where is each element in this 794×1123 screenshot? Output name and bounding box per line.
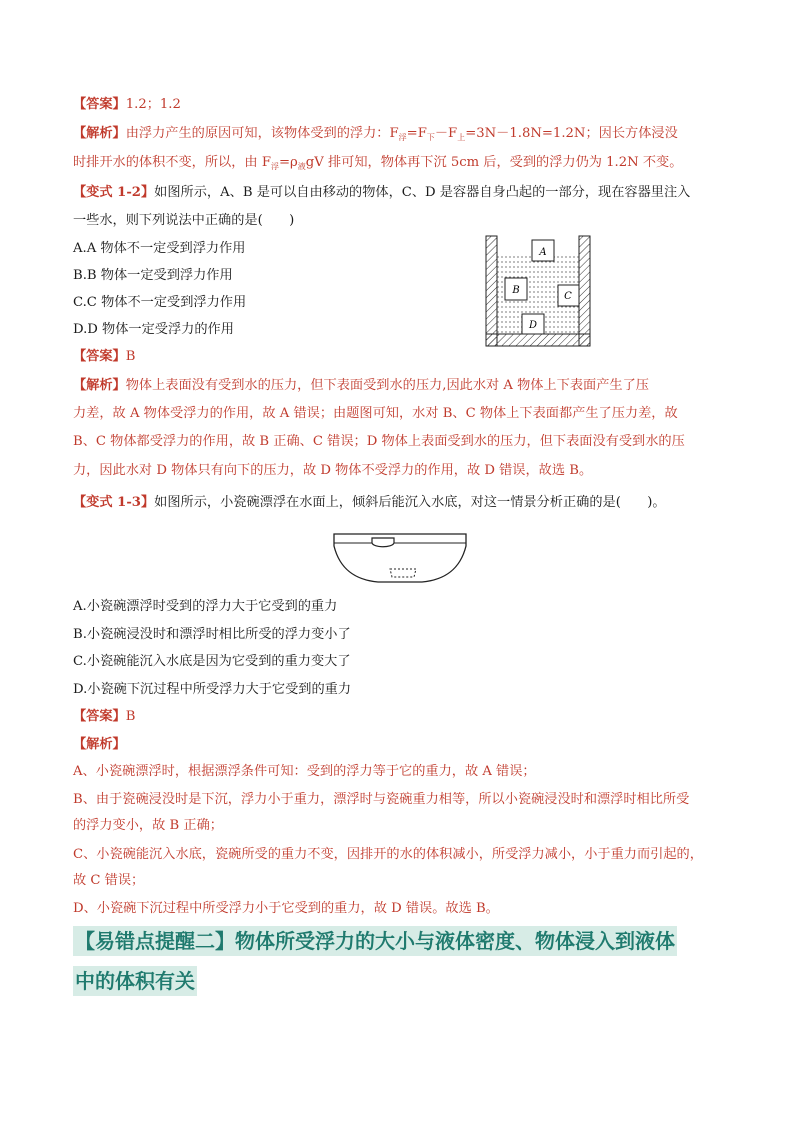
- analysis-3-line-d: D、小瓷碗下沉过程中所受浮力小于它受到的重力，故 D 错误。故选 B。: [73, 901, 499, 916]
- analysis-2-line-1: 【解析】物体上表面没有受到水的压力，但下表面受到水的压力,因此水对 A 物体上下表面产生了压: [73, 378, 649, 393]
- variant-1-2-option-b: B.B 物体一定受到浮力作用: [73, 268, 233, 283]
- variant-1-2-option-d: D.D 物体一定受浮力的作用: [73, 322, 234, 337]
- analysis-3-line-b1: B、由于瓷碗浸没时是下沉，浮力小于重力，漂浮时与瓷碗重力相等，所以小瓷碗浸没时和漂浮时相比所受: [73, 792, 690, 807]
- analysis-2-line-4: 力，因此水对 D 物体只有向下的压力，故 D 物体不受浮力的作用，故 D 错误，故选 B。: [73, 463, 593, 478]
- variant-1-2-option-a: A.A 物体不一定受到浮力作用: [73, 241, 246, 256]
- label-b: B: [512, 285, 520, 296]
- variant-1-2-question-line-1: 【变式 1-2】如图所示，A、B 是可以自由移动的物体，C、D 是容器自身凸起的一部分，现在容器里注入: [73, 185, 691, 200]
- section-heading-line-2: 中的体积有关: [73, 966, 197, 996]
- answer-1: 【答案】1.2；1.2: [73, 97, 181, 112]
- label-c: C: [564, 291, 572, 302]
- analysis-2-line-2: 力差，故 A 物体受浮力的作用，故 A 错误；由题图可知，水对 B、C 物体上下表面都产生了压力差，故: [73, 406, 678, 421]
- variant-1-3-question: 【变式 1-3】如图所示，小瓷碗漂浮在水面上，倾斜后能沉入水底，对这一情景分析正确的是( )。: [73, 495, 666, 510]
- variant-1-2-question-line-2: 一些水，则下列说法中正确的是( ): [73, 213, 295, 228]
- analysis-3-line-c1: C、小瓷碗能沉入水底，瓷碗所受的重力不变，因排开的水的体积减小，所受浮力减小，小于重力而引起的，: [73, 847, 703, 862]
- label-a: A: [539, 247, 547, 258]
- variant-1-3-option-d: D.小瓷碗下沉过程中所受浮力大于它受到的重力: [73, 682, 352, 697]
- container-figure: [485, 235, 591, 347]
- bowl-figure: [332, 530, 468, 584]
- variant-1-3-option-b: B.小瓷碗浸没时和漂浮时相比所受的浮力变小了: [73, 627, 351, 642]
- analysis-3-line-c2: 故 C 错误；: [73, 873, 145, 888]
- water-tank: [334, 534, 466, 582]
- label-d: D: [528, 320, 538, 331]
- answer-2: 【答案】B: [73, 349, 136, 364]
- analysis-3-line-a: A、小瓷碗漂浮时，根据漂浮条件可知：受到的浮力等于它的重力，故 A 错误；: [73, 764, 536, 779]
- variant-1-3-option-c: C.小瓷碗能沉入水底是因为它受到的重力变大了: [73, 654, 351, 669]
- section-heading-line-1: 【易错点提醒二】物体所受浮力的大小与液体密度、物体浸入到液体: [73, 926, 677, 956]
- floating-bowl: [372, 538, 394, 547]
- analysis-3-line-b2: 的浮力变小，故 B 正确；: [73, 818, 223, 833]
- analysis-3-tag: 【解析】: [73, 737, 126, 752]
- answer-3: 【答案】B: [73, 709, 136, 724]
- analysis-2-line-3: B、C 物体都受浮力的作用，故 B 正确、C 错误；D 物体上表面受到水的压力，但下表面没有受到水的压: [73, 434, 685, 449]
- variant-1-2-option-c: C.C 物体不一定受到浮力作用: [73, 295, 247, 310]
- analysis-1-line-1: 【解析】由浮力产生的原因可知，该物体受到的浮力：$F_浮=F_下-F_上=3N-1.8N=1.2N$；因长方体浸没: [73, 126, 678, 142]
- variant-1-3-option-a: A.小瓷碗漂浮时受到的浮力大于它受到的重力: [73, 599, 338, 614]
- analysis-1-line-2: 时排开水的体积不变，所以，由 $F_浮=\rho_液gV$ 排可知，物体再下沉 5cm 后，受到的浮力仍为 1.2N 不变。: [73, 155, 683, 171]
